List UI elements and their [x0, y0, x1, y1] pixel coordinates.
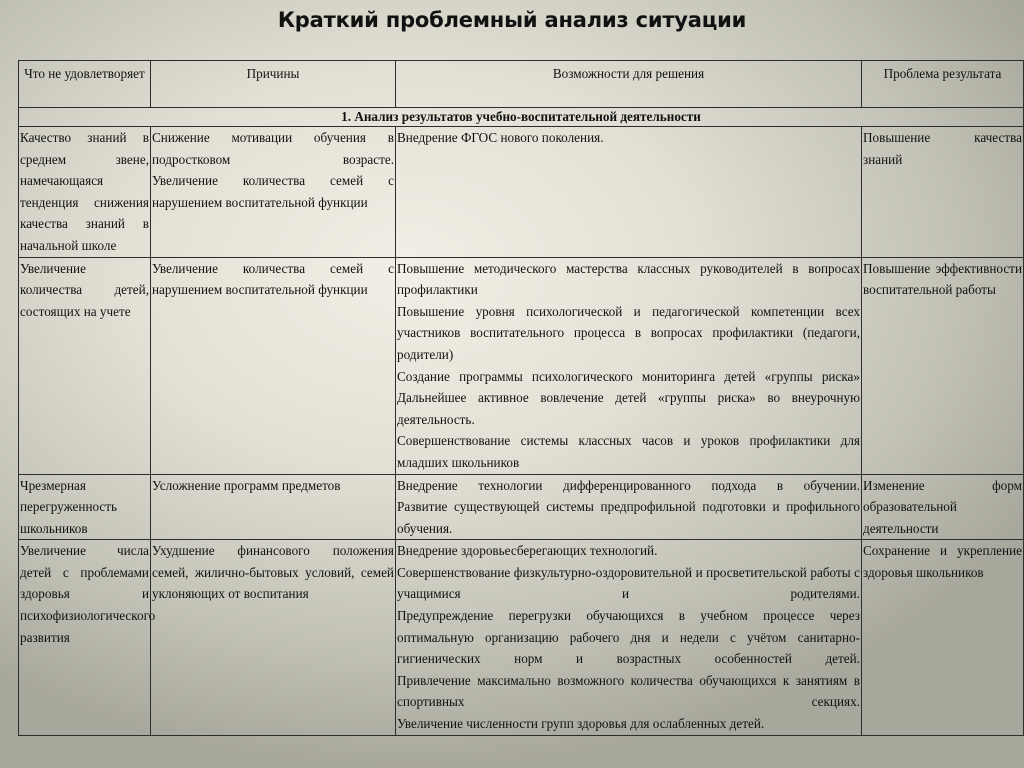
table-row	[19, 540, 1024, 735]
cause-item: Увеличение количества семей с нарушением воспитательной функции	[152, 173, 394, 210]
causes-cell	[151, 257, 396, 474]
col-header-causes: Причины	[151, 61, 396, 108]
result-text: Сохранение и укрепление здоровья школьников	[863, 543, 1022, 580]
cause-item: Усложнение программ предметов	[152, 477, 341, 493]
issue-text: Чрезмерная перегруженность школьников	[20, 477, 118, 536]
cause-item: Снижение мотивации обучения в подростковом возрасте.	[152, 130, 394, 167]
header-row	[19, 61, 1024, 108]
causes-cell	[151, 474, 396, 540]
solutions-cell	[396, 474, 862, 540]
solution-item: Дальнейшее активное вовлечение детей «группы риска» во внеурочную деятельность.	[397, 390, 860, 427]
analysis-table	[18, 60, 1024, 736]
solution-item: Внедрение здоровьесберегающих технологий.	[397, 543, 658, 559]
issue-text: Увеличение числа детей с проблемами здоровья и психофизиологического развития	[20, 543, 156, 645]
section-row	[19, 108, 1024, 127]
solutions-cell	[396, 540, 862, 735]
col-header-result: Проблема результата	[862, 61, 1024, 108]
solution-item: Повышение методического мастерства классных руководителей в вопросах профилактики	[397, 260, 860, 298]
result-text: Повышение эффективности воспитательной работы	[863, 260, 1022, 298]
result-cell	[862, 540, 1024, 735]
solution-item: Предупреждение перегрузки обучающихся в учебном процессе через оптимальную организацию рабочего дня и недели с учётом санитарно-гигиенических норм и возрастных особенностей детей.	[397, 608, 860, 667]
causes-cell	[151, 540, 396, 735]
issue-cell	[19, 474, 151, 540]
solution-item: Привлечение максимально возможного количества обучающихся к занятиям в спортивных секциях.	[397, 672, 860, 710]
solution-item: Внедрение технологии дифференцированного подхода в обучении.	[397, 477, 860, 493]
issue-cell	[19, 540, 156, 735]
table-row	[19, 127, 1024, 258]
solutions-cell	[396, 127, 862, 258]
table-row	[19, 257, 1024, 474]
solutions-cell	[396, 257, 862, 474]
result-text: Изменение форм образовательной деятельности	[863, 477, 1022, 536]
result-cell	[862, 474, 1024, 540]
result-cell	[862, 127, 1024, 258]
result-cell	[862, 257, 1024, 474]
page-title: Краткий проблемный анализ ситуации	[277, 8, 747, 32]
solution-item: Увеличение численности групп здоровья для ослабленных детей.	[397, 716, 765, 732]
solution-item: Развитие существующей системы предпрофильной подготовки и профильного обучения.	[397, 499, 860, 536]
solution-item: Создание программы психологического мониторинга детей «группы риска»	[397, 368, 860, 384]
issue-text: Увеличение количества детей, состоящих на учете	[20, 260, 149, 319]
col-header-issue: Что не удовлетворяет	[19, 61, 151, 108]
result-text: Повышение качества знаний	[863, 130, 1022, 167]
section-title: 1. Анализ результатов учебно-воспитательной деятельности	[19, 108, 1024, 127]
issue-text: Качество знаний в среднем звене, намечающаяся тенденция снижения качества знаний в начальной школе	[20, 130, 149, 253]
issue-cell	[19, 127, 151, 258]
issue-cell	[19, 257, 151, 474]
solution-item: Совершенствование системы классных часов и уроков профилактики для младших школьников	[397, 433, 860, 470]
col-header-solutions: Возможности для решения	[396, 61, 862, 108]
cause-item: Ухудшение финансового положения семей, жилично-бытовых условий, семей уклоняющих от воспитания	[152, 543, 394, 602]
cause-item: Увеличение количества семей с нарушением воспитательной функции	[152, 260, 394, 298]
solution-item: Повышение уровня психологической и педагогической компетенции всех участников воспитательного процесса в вопросах профилактики (педагоги, родители)	[397, 303, 860, 362]
causes-cell	[151, 127, 396, 258]
solution-item: Совершенствование физкультурно-оздоровительной и просветительской работы с учащимися и родителями.	[397, 564, 860, 602]
solution-item: Внедрение ФГОС нового поколения.	[397, 130, 604, 145]
table-row	[19, 474, 1024, 540]
